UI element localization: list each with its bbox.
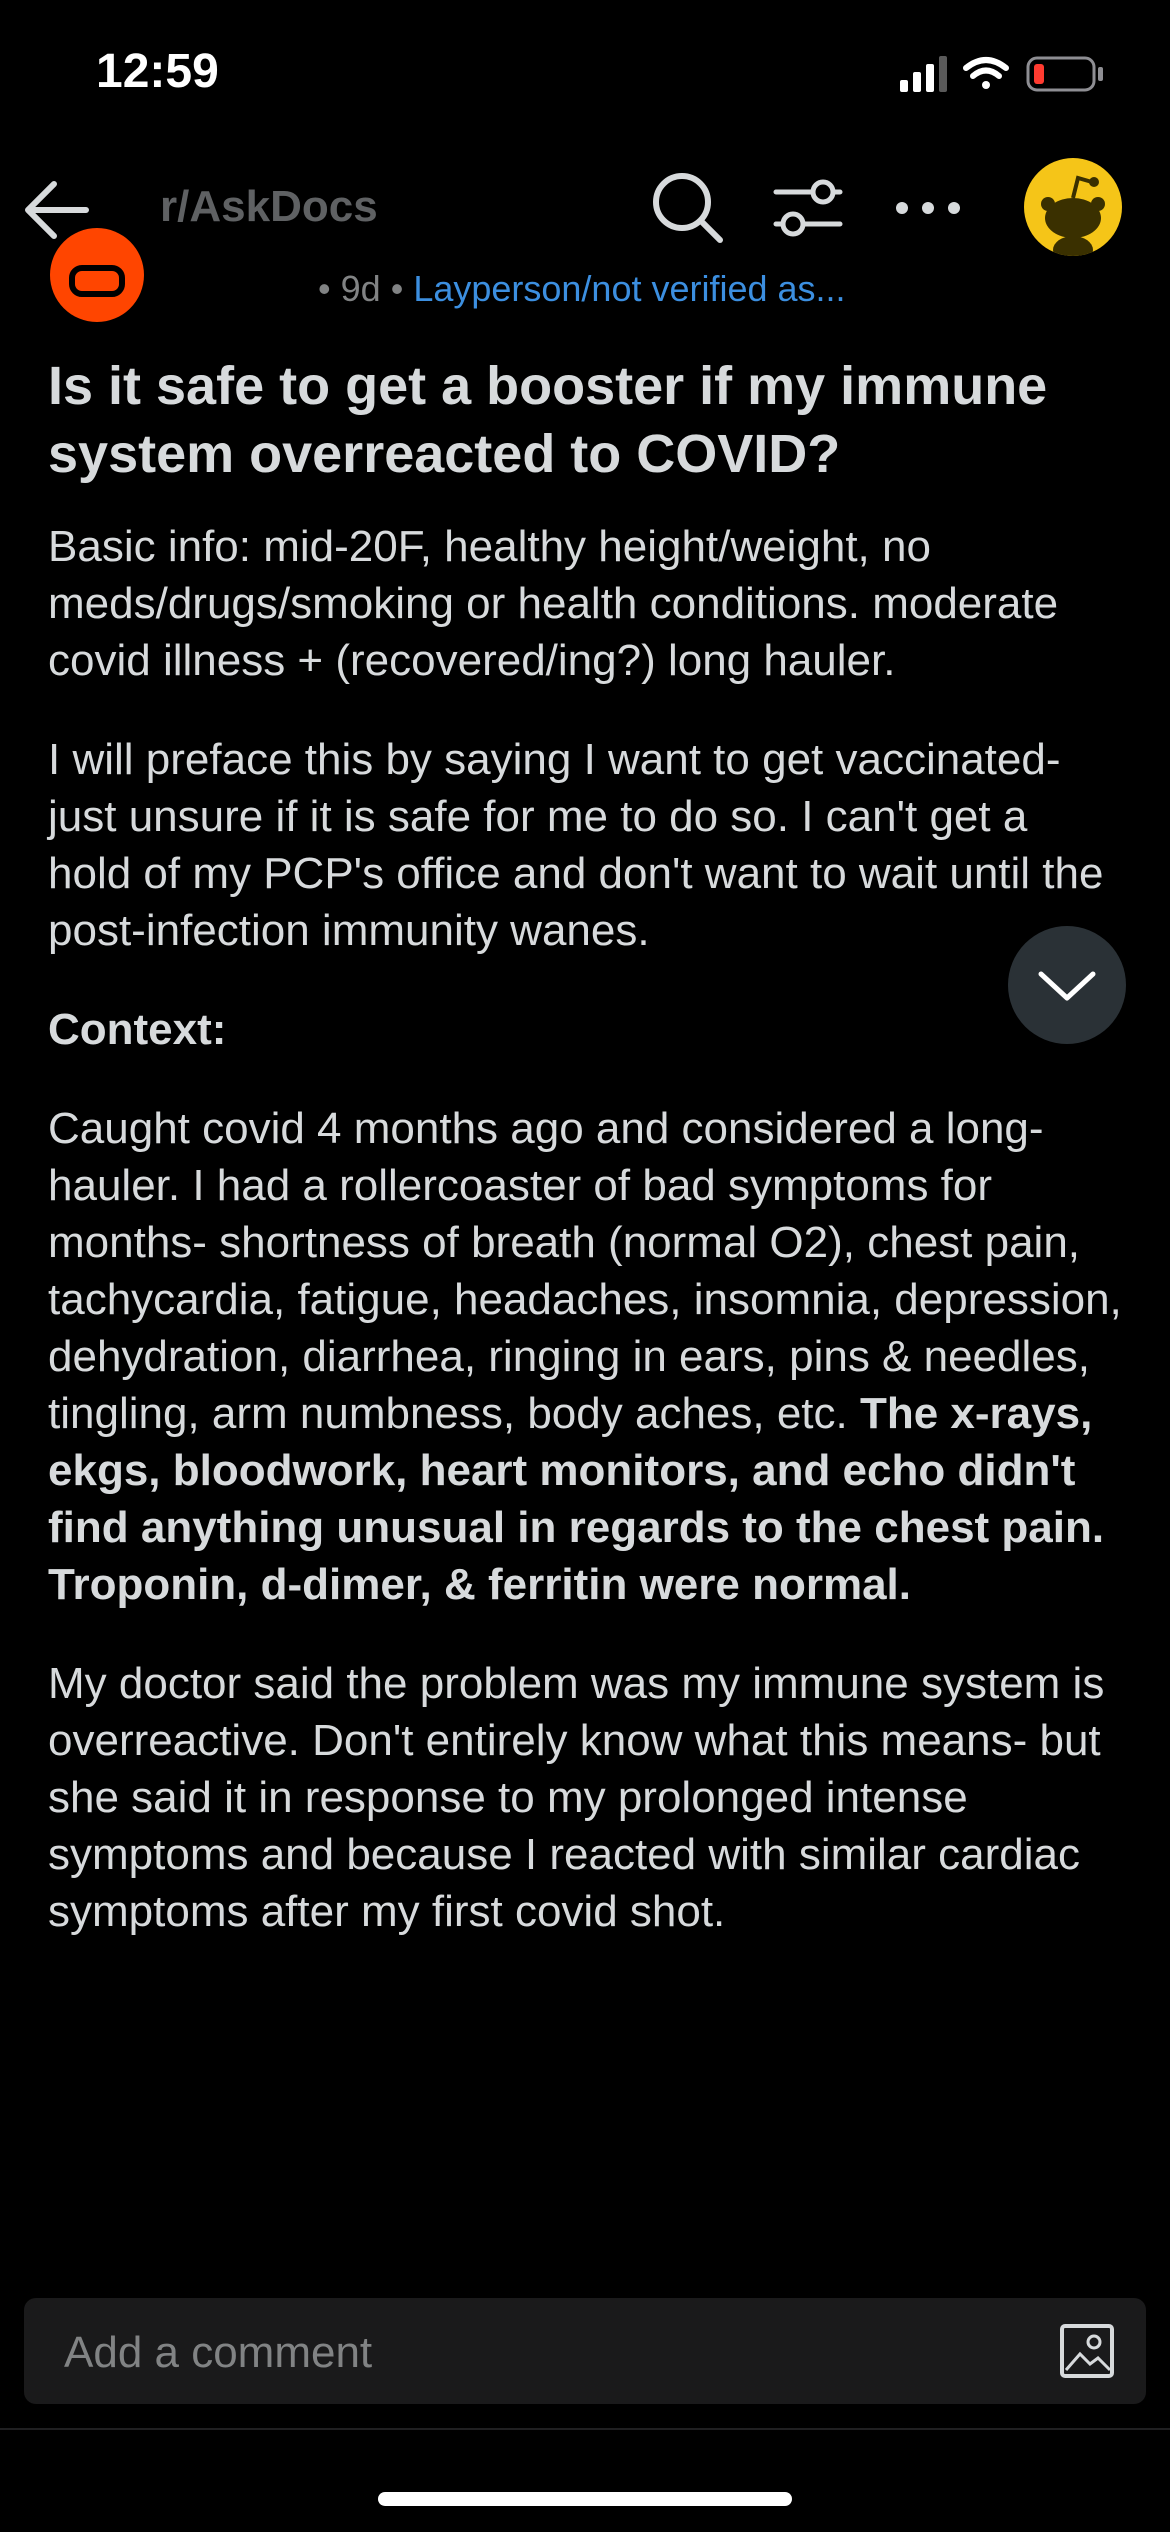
divider [0, 2428, 1170, 2430]
author-avatar[interactable] [50, 228, 144, 322]
filter-button[interactable] [768, 168, 848, 248]
paragraph-text: Caught covid 4 months ago and considered a long-hauler. I had a rollercoaster of bad symptoms for months- shortness of breath (normal O2), chest pain, tachycardia, fatigue, headaches, insomnia, depression, dehydration, diarrhea, ringing in ears, pins & needles, tingling, arm numbness, body aches, etc. [48, 1104, 1122, 1438]
context-heading: Context: [48, 1005, 227, 1054]
image-attach-icon [1058, 2322, 1116, 2380]
post-content [48, 268, 1122, 1940]
meta-separator: • [390, 268, 404, 309]
body-paragraph: I will preface this by saying I want to get vaccinated- just unsure if it is safe for me to do so. I can't get a hold of my PCP's office and don't want to wait until the post-infection immunity wanes. [48, 735, 1104, 955]
search-button[interactable] [648, 168, 728, 248]
status-time: 12:59 [96, 45, 219, 98]
post-body [48, 518, 1122, 1940]
body-paragraph: Basic info: mid-20F, healthy height/weight, no meds/drugs/smoking or health conditions. moderate covid illness + (recovered/ing?) long hauler. [48, 522, 1059, 685]
status-bar [0, 0, 1170, 150]
home-indicator[interactable] [378, 2492, 792, 2506]
wifi-icon [966, 60, 1006, 89]
subreddit-name[interactable]: r/AskDocs [160, 182, 378, 231]
chevron-down-icon [1008, 926, 1126, 1044]
scroll-down-button[interactable] [1008, 926, 1126, 1044]
body-paragraph: My doctor said the problem was my immune system is overreactive. Don't entirely know what this means- but she said it in response to my prolonged intense symptoms and because I reacted with similar cardiac symptoms after my first covid shot. [48, 1659, 1105, 1936]
body-paragraph [48, 1100, 1122, 1613]
post-age: 9d [340, 268, 381, 309]
paragraph-bold-text: The x-rays, ekgs, bloodwork, heart monitors, and echo didn't find anything unusual in regards to the chest pain. Troponin, d-dimer, & ferritin were normal. [48, 1389, 1105, 1609]
comment-placeholder: Add a comment [64, 2328, 373, 2377]
more-options-button[interactable] [888, 168, 968, 248]
post-title: Is it safe to get a booster if my immune system overreacted to COVID? [48, 356, 1048, 484]
more-options-icon [888, 168, 968, 248]
cellular-signal-icon [900, 56, 947, 92]
meta-separator: • [318, 268, 331, 309]
search-icon [648, 168, 728, 248]
comment-input[interactable] [24, 2298, 1146, 2404]
snoo-avatar-icon [1024, 158, 1122, 256]
post-meta [318, 268, 846, 310]
user-flair[interactable]: Layperson/not verified as... [413, 268, 846, 309]
status-icons [860, 52, 1120, 96]
filter-sliders-icon [768, 168, 848, 248]
battery-low-icon [1028, 58, 1103, 90]
author-snoo-icon [50, 228, 144, 322]
nav-bar [0, 150, 1170, 268]
post-meta-row [48, 268, 1122, 316]
user-avatar[interactable] [1024, 158, 1122, 256]
image-attach-button[interactable] [1058, 2322, 1116, 2380]
